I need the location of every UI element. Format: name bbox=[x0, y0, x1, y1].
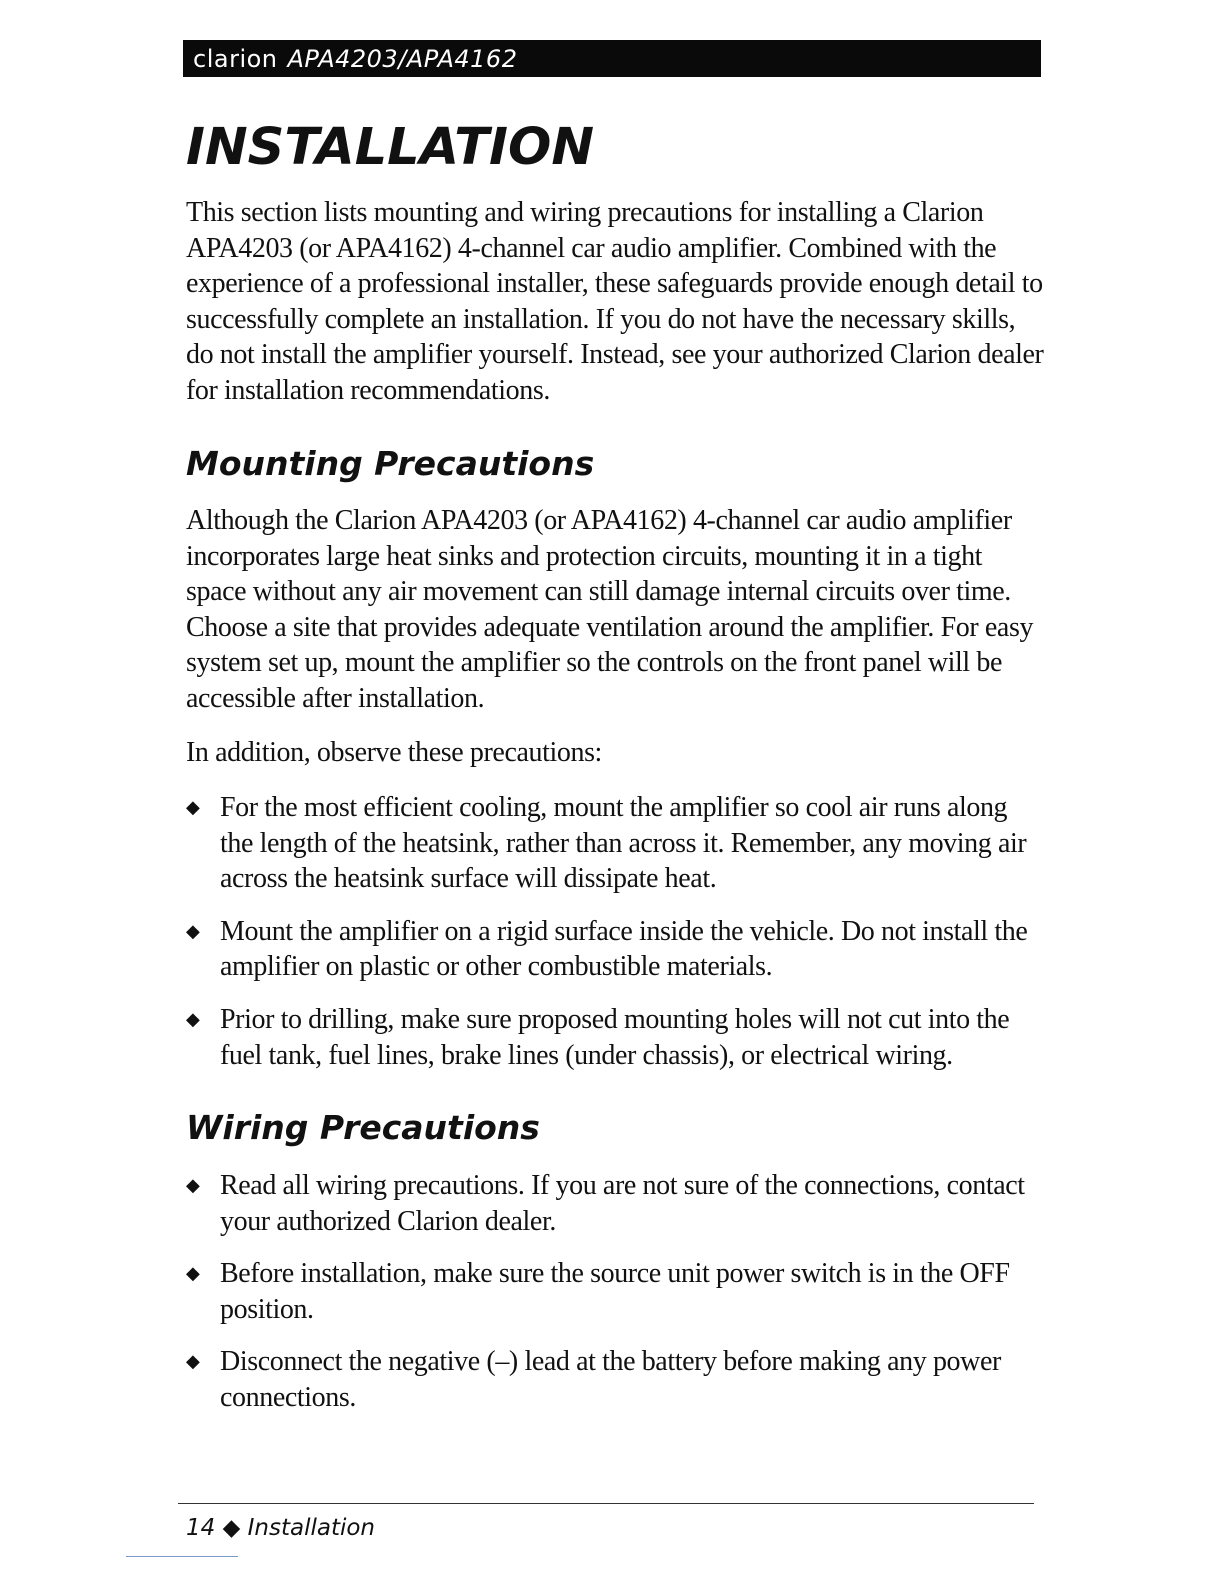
diamond-bullet-icon: ◆ bbox=[186, 1175, 200, 1195]
list-item bbox=[186, 914, 1046, 985]
list-item bbox=[186, 1344, 1046, 1415]
footer-section-name: Installation bbox=[247, 1515, 375, 1541]
list-item-text: Mount the amplifier on a rigid surface inside the vehicle. Do not install the amplifier on plastic or other combustible materials. bbox=[220, 915, 1028, 983]
diamond-bullet-icon: ◆ bbox=[186, 1263, 200, 1284]
list-item-text: Prior to drilling, make sure proposed mounting holes will not cut into the fuel tank, fuel lines, brake lines (under chassis), or electrical wiring. bbox=[220, 1003, 1010, 1071]
page-number: 14 bbox=[186, 1515, 216, 1541]
wiring-bullet-list bbox=[186, 1168, 1046, 1433]
footer-divider bbox=[178, 1503, 1034, 1504]
list-item-text: For the most efficient cooling, mount the amplifier so cool air runs along the length of the heatsink, rather than across it. Remember, any moving air across the heatsink surface will dissipate heat. bbox=[220, 792, 1027, 895]
diamond-bullet-icon: ◆ bbox=[186, 1351, 200, 1372]
intro-paragraph: This section lists mounting and wiring precautions for installing a Clarion APA4203 (or APA4162) 4-channel car audio amplifier. Combined with the experience of a professional installer, these safeguards provide enough detail to successfully complete an installation. If you do not have the necessary skills, do not install the amplifier yourself. Instead, see your authorized Clarion dealer for installation recommendations. bbox=[186, 197, 1044, 406]
list-item bbox=[186, 1256, 1046, 1327]
model-number: APA4203/APA4162 bbox=[287, 44, 518, 73]
list-item-text: Before installation, make sure the source unit power switch is in the OFF position. bbox=[220, 1258, 1010, 1325]
list-item bbox=[186, 790, 1046, 897]
page-title: INSTALLATION bbox=[186, 118, 595, 177]
brand-name: clarion bbox=[193, 44, 278, 73]
diamond-bullet-icon: ◆ bbox=[186, 797, 200, 817]
diamond-bullet-icon: ◆ bbox=[186, 920, 200, 941]
mounting-heading: Mounting Precautions bbox=[186, 444, 595, 483]
diamond-bullet-icon: ◆ bbox=[186, 1008, 200, 1029]
list-item bbox=[186, 1002, 1046, 1073]
running-header bbox=[183, 40, 1041, 77]
scan-artifact-line bbox=[126, 1556, 238, 1557]
list-item-text: Read all wiring precautions. If you are not sure of the connections, contact your authorized Clarion dealer. bbox=[220, 1170, 1025, 1237]
wiring-heading: Wiring Precautions bbox=[186, 1108, 540, 1147]
mounting-lead: In addition, observe these precautions: bbox=[186, 737, 602, 768]
list-item bbox=[186, 1168, 1046, 1239]
mounting-paragraph: Although the Clarion APA4203 (or APA4162) 4-channel car audio amplifier incorporates large heat sinks and protection circuits, mounting it in a tight space without any air movement can still damage internal circuits over time. Choose a site that provides adequate ventilation around the amplifier. For easy system set up, mount the amplifier so the controls on the front panel will be accessible after installation. bbox=[186, 505, 1034, 714]
footer-separator-icon: ◆ bbox=[222, 1515, 241, 1541]
list-item-text: Disconnect the negative (–) lead at the battery before making any power connections. bbox=[220, 1346, 1001, 1413]
mounting-bullet-list bbox=[186, 790, 1046, 1090]
page-footer bbox=[186, 1515, 375, 1541]
